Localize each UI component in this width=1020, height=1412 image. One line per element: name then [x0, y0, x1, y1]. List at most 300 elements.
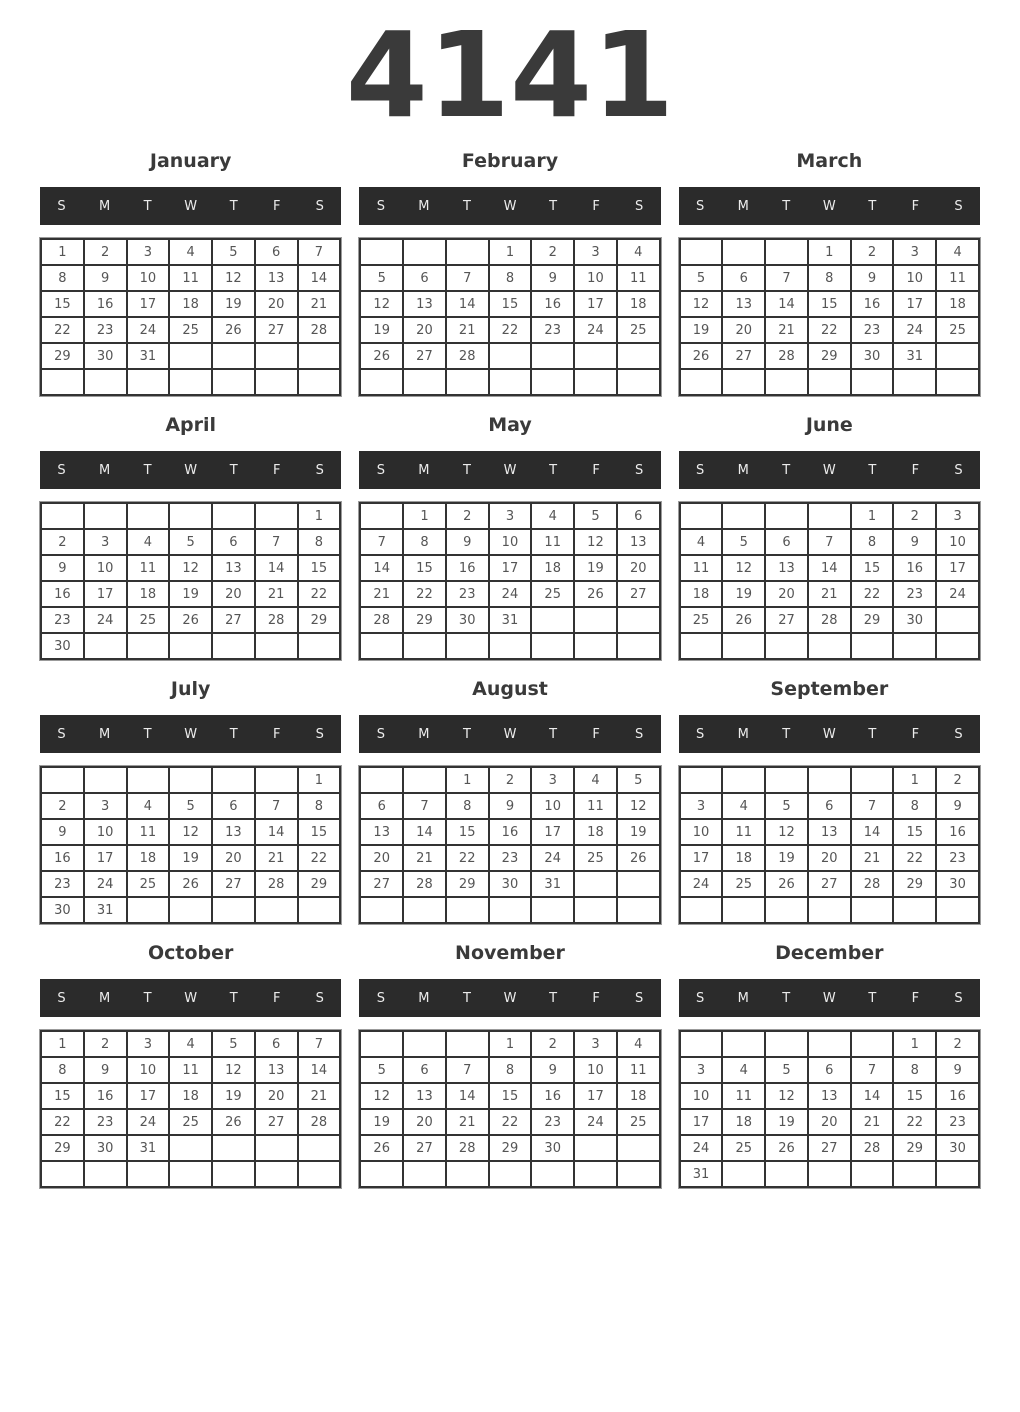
day-cell-empty	[617, 607, 660, 633]
weekday-label: S	[57, 990, 66, 1006]
week-row	[41, 793, 340, 819]
day-cell-empty	[127, 1161, 170, 1187]
day-cell-empty	[617, 1161, 660, 1187]
weekday-label: F	[592, 198, 600, 214]
weekday-label: T	[549, 990, 558, 1006]
day-cell: 12	[722, 555, 765, 581]
day-cell: 24	[574, 317, 617, 343]
week-row	[360, 767, 659, 793]
day-cell: 3	[84, 529, 127, 555]
day-cell: 6	[360, 793, 403, 819]
weekday-label: S	[57, 198, 66, 214]
day-cell: 14	[255, 819, 298, 845]
day-cell: 26	[765, 871, 808, 897]
weekday-label: M	[418, 198, 430, 214]
day-cell: 12	[212, 265, 255, 291]
day-cell: 9	[936, 793, 979, 819]
day-cell-empty	[617, 633, 660, 659]
day-cell: 8	[298, 793, 341, 819]
week-row	[680, 529, 979, 555]
day-cell: 23	[893, 581, 936, 607]
day-cell-empty	[41, 1161, 84, 1187]
weekday-label: F	[592, 462, 600, 478]
day-cell: 4	[531, 503, 574, 529]
day-cell: 25	[680, 607, 723, 633]
day-cell: 2	[531, 1031, 574, 1057]
week-row	[360, 897, 659, 923]
day-cell: 19	[722, 581, 765, 607]
day-cell: 31	[680, 1161, 723, 1187]
day-cell: 1	[41, 1031, 84, 1057]
day-cell: 11	[169, 1057, 212, 1083]
day-cell: 20	[722, 317, 765, 343]
day-cell: 15	[808, 291, 851, 317]
week-row	[41, 581, 340, 607]
day-cell-empty	[255, 897, 298, 923]
day-cell: 7	[446, 265, 489, 291]
day-cell: 9	[84, 1057, 127, 1083]
week-row	[360, 845, 659, 871]
week-row	[680, 581, 979, 607]
month-title: September	[770, 678, 889, 700]
day-cell: 7	[446, 1057, 489, 1083]
week-row	[680, 291, 979, 317]
day-cell: 8	[403, 529, 446, 555]
week-row	[360, 871, 659, 897]
day-cell-empty	[574, 897, 617, 923]
week-row	[360, 633, 659, 659]
week-row	[360, 291, 659, 317]
week-row	[41, 239, 340, 265]
day-cell: 9	[41, 555, 84, 581]
weekday-label: T	[868, 198, 877, 214]
weekday-label: S	[635, 726, 644, 742]
weekday-label: T	[782, 198, 791, 214]
day-cell: 10	[127, 1057, 170, 1083]
week-row	[41, 343, 340, 369]
day-cell: 3	[127, 239, 170, 265]
day-cell: 19	[617, 819, 660, 845]
day-cell-empty	[169, 633, 212, 659]
day-cell-empty	[851, 633, 894, 659]
day-cell: 19	[360, 1109, 403, 1135]
day-cell: 21	[851, 845, 894, 871]
month-table	[40, 502, 341, 660]
day-cell: 4	[617, 239, 660, 265]
weekday-label: S	[57, 462, 66, 478]
day-cell: 20	[765, 581, 808, 607]
weekday-header	[679, 715, 980, 753]
day-cell: 13	[617, 529, 660, 555]
day-cell: 19	[169, 845, 212, 871]
day-cell: 23	[936, 1109, 979, 1135]
day-cell: 1	[893, 1031, 936, 1057]
day-cell-empty	[893, 897, 936, 923]
weekday-label: T	[143, 462, 152, 478]
day-cell: 2	[936, 767, 979, 793]
week-row	[41, 503, 340, 529]
day-cell: 1	[41, 239, 84, 265]
month-block	[40, 148, 341, 396]
weekday-label: F	[273, 726, 281, 742]
day-cell: 19	[360, 317, 403, 343]
day-cell-empty	[722, 897, 765, 923]
day-cell: 8	[41, 265, 84, 291]
day-cell: 2	[936, 1031, 979, 1057]
month-block	[359, 148, 660, 396]
week-row	[41, 555, 340, 581]
day-cell-empty	[680, 633, 723, 659]
weekday-label: T	[229, 198, 238, 214]
weekday-label: T	[143, 990, 152, 1006]
day-cell: 14	[765, 291, 808, 317]
day-cell: 23	[531, 1109, 574, 1135]
week-row	[680, 819, 979, 845]
day-cell: 20	[255, 291, 298, 317]
weekday-label: T	[868, 462, 877, 478]
day-cell: 14	[446, 1083, 489, 1109]
weekday-label: T	[229, 726, 238, 742]
day-cell: 16	[84, 1083, 127, 1109]
day-cell: 25	[531, 581, 574, 607]
weekday-label: S	[57, 726, 66, 742]
week-row	[41, 265, 340, 291]
day-cell: 29	[41, 343, 84, 369]
day-cell: 9	[41, 819, 84, 845]
weekday-label: M	[98, 462, 111, 478]
weekday-label: T	[462, 198, 471, 214]
day-cell-empty	[531, 343, 574, 369]
day-cell-empty	[936, 633, 979, 659]
day-cell-empty	[403, 369, 446, 395]
day-cell-empty	[617, 897, 660, 923]
day-cell: 5	[680, 265, 723, 291]
day-cell: 1	[489, 1031, 532, 1057]
weekday-label: F	[911, 726, 920, 742]
weekday-label: W	[503, 726, 517, 742]
day-cell: 16	[893, 555, 936, 581]
day-cell: 17	[574, 1083, 617, 1109]
day-cell: 26	[574, 581, 617, 607]
day-cell: 21	[808, 581, 851, 607]
day-cell: 12	[574, 529, 617, 555]
day-cell: 2	[489, 767, 532, 793]
day-cell-empty	[574, 1161, 617, 1187]
day-cell: 21	[403, 845, 446, 871]
week-row	[360, 239, 659, 265]
day-cell: 30	[446, 607, 489, 633]
week-row	[41, 871, 340, 897]
day-cell: 26	[212, 317, 255, 343]
day-cell-empty	[446, 633, 489, 659]
week-row	[360, 607, 659, 633]
weekday-label: T	[549, 462, 558, 478]
week-row	[41, 1031, 340, 1057]
day-cell: 28	[403, 871, 446, 897]
day-cell-empty	[84, 633, 127, 659]
day-cell: 20	[360, 845, 403, 871]
weekday-header	[679, 187, 980, 225]
day-cell: 29	[446, 871, 489, 897]
day-cell: 4	[169, 239, 212, 265]
day-cell-empty	[680, 239, 723, 265]
day-cell-empty	[446, 1031, 489, 1057]
day-cell-empty	[255, 369, 298, 395]
day-cell-empty	[403, 767, 446, 793]
week-row	[360, 555, 659, 581]
day-cell: 11	[722, 819, 765, 845]
month-title: March	[796, 150, 863, 172]
day-cell: 11	[680, 555, 723, 581]
day-cell: 8	[446, 793, 489, 819]
day-cell: 24	[936, 581, 979, 607]
day-cell: 23	[446, 581, 489, 607]
weekday-label: W	[184, 990, 198, 1006]
day-cell-empty	[765, 633, 808, 659]
month-table	[359, 238, 660, 396]
week-row	[360, 317, 659, 343]
week-row	[680, 1057, 979, 1083]
day-cell: 17	[127, 1083, 170, 1109]
weekday-label: W	[822, 462, 836, 478]
weekday-label: T	[868, 726, 877, 742]
week-row	[41, 369, 340, 395]
day-cell: 14	[255, 555, 298, 581]
day-cell: 11	[574, 793, 617, 819]
day-cell-empty	[403, 633, 446, 659]
day-cell-empty	[41, 503, 84, 529]
day-cell: 2	[41, 529, 84, 555]
day-cell: 23	[531, 317, 574, 343]
day-cell: 12	[169, 555, 212, 581]
month-table	[679, 502, 980, 660]
day-cell: 20	[617, 555, 660, 581]
day-cell: 18	[574, 819, 617, 845]
day-cell-empty	[403, 1031, 446, 1057]
day-cell: 2	[531, 239, 574, 265]
day-cell: 5	[169, 793, 212, 819]
day-cell-empty	[531, 633, 574, 659]
weekday-label: T	[462, 726, 471, 742]
month-title: May	[488, 414, 532, 436]
month-table	[679, 766, 980, 924]
day-cell: 12	[212, 1057, 255, 1083]
day-cell-empty	[808, 897, 851, 923]
day-cell: 9	[489, 793, 532, 819]
day-cell: 24	[680, 871, 723, 897]
week-row	[680, 369, 979, 395]
month-table	[679, 1030, 980, 1188]
weekday-label: S	[315, 990, 324, 1006]
day-cell: 12	[360, 1083, 403, 1109]
month-block	[40, 676, 341, 924]
day-cell: 28	[255, 607, 298, 633]
day-cell-empty	[41, 767, 84, 793]
day-cell-empty	[722, 1031, 765, 1057]
day-cell: 31	[489, 607, 532, 633]
day-cell: 1	[298, 767, 341, 793]
day-cell: 22	[489, 317, 532, 343]
day-cell-empty	[680, 503, 723, 529]
month-title: August	[472, 678, 548, 700]
day-cell: 10	[84, 819, 127, 845]
day-cell: 8	[41, 1057, 84, 1083]
day-cell: 23	[41, 607, 84, 633]
week-row	[680, 1031, 979, 1057]
day-cell: 7	[255, 793, 298, 819]
day-cell: 9	[893, 529, 936, 555]
day-cell: 13	[360, 819, 403, 845]
day-cell-empty	[127, 633, 170, 659]
weekday-label: M	[98, 726, 111, 742]
weekday-label: F	[273, 198, 281, 214]
day-cell: 8	[851, 529, 894, 555]
day-cell: 15	[298, 555, 341, 581]
day-cell: 19	[765, 1109, 808, 1135]
day-cell: 4	[722, 1057, 765, 1083]
weekday-label: S	[635, 198, 644, 214]
day-cell: 21	[255, 845, 298, 871]
week-row	[680, 317, 979, 343]
week-row	[360, 1057, 659, 1083]
day-cell: 25	[722, 1135, 765, 1161]
weekday-label: S	[376, 462, 385, 478]
weekday-label: W	[503, 198, 517, 214]
day-cell: 19	[212, 1083, 255, 1109]
day-cell: 25	[936, 317, 979, 343]
day-cell-empty	[446, 239, 489, 265]
day-cell-empty	[255, 1161, 298, 1187]
day-cell-empty	[255, 767, 298, 793]
weekday-header	[40, 715, 341, 753]
day-cell-empty	[893, 633, 936, 659]
week-row	[41, 317, 340, 343]
day-cell: 30	[41, 897, 84, 923]
month-table	[40, 1030, 341, 1188]
day-cell-empty	[446, 897, 489, 923]
month-table	[359, 502, 660, 660]
day-cell: 24	[127, 317, 170, 343]
day-cell: 16	[41, 581, 84, 607]
day-cell-empty	[765, 1031, 808, 1057]
day-cell: 2	[84, 1031, 127, 1057]
weekday-label: M	[737, 462, 749, 478]
week-row	[680, 555, 979, 581]
day-cell: 25	[169, 1109, 212, 1135]
day-cell: 6	[617, 503, 660, 529]
day-cell: 13	[403, 1083, 446, 1109]
day-cell: 18	[169, 1083, 212, 1109]
day-cell: 3	[531, 767, 574, 793]
day-cell: 6	[403, 265, 446, 291]
day-cell: 12	[617, 793, 660, 819]
day-cell: 22	[893, 1109, 936, 1135]
week-row	[41, 529, 340, 555]
weekday-label: S	[696, 462, 705, 478]
day-cell: 13	[765, 555, 808, 581]
day-cell: 30	[41, 633, 84, 659]
day-cell-empty	[360, 897, 403, 923]
day-cell-empty	[298, 1135, 341, 1161]
day-cell-empty	[169, 767, 212, 793]
day-cell: 19	[574, 555, 617, 581]
day-cell-empty	[84, 1161, 127, 1187]
weekday-label: S	[315, 726, 324, 742]
month-block	[40, 940, 341, 1188]
day-cell-empty	[212, 503, 255, 529]
week-row	[680, 767, 979, 793]
day-cell: 7	[851, 1057, 894, 1083]
weekday-label: T	[462, 462, 471, 478]
day-cell: 14	[446, 291, 489, 317]
month-block	[359, 412, 660, 660]
month-block	[359, 940, 660, 1188]
week-row	[680, 897, 979, 923]
day-cell: 28	[765, 343, 808, 369]
day-cell: 2	[446, 503, 489, 529]
day-cell-empty	[893, 369, 936, 395]
day-cell: 6	[403, 1057, 446, 1083]
day-cell: 4	[574, 767, 617, 793]
day-cell: 5	[617, 767, 660, 793]
week-row	[360, 819, 659, 845]
day-cell: 30	[489, 871, 532, 897]
day-cell: 11	[936, 265, 979, 291]
day-cell-empty	[169, 343, 212, 369]
weekday-label: T	[229, 990, 238, 1006]
day-cell: 26	[680, 343, 723, 369]
week-row	[41, 607, 340, 633]
month-block	[359, 676, 660, 924]
day-cell: 21	[851, 1109, 894, 1135]
day-cell: 20	[255, 1083, 298, 1109]
day-cell: 17	[84, 845, 127, 871]
day-cell: 25	[574, 845, 617, 871]
day-cell: 11	[127, 819, 170, 845]
day-cell-empty	[169, 503, 212, 529]
day-cell: 25	[617, 1109, 660, 1135]
day-cell-empty	[574, 343, 617, 369]
weekday-label: S	[954, 990, 963, 1006]
month-title: February	[461, 150, 559, 172]
day-cell: 14	[298, 1057, 341, 1083]
day-cell: 27	[765, 607, 808, 633]
week-row	[360, 793, 659, 819]
month-block	[679, 676, 980, 924]
day-cell: 5	[574, 503, 617, 529]
week-row	[360, 1109, 659, 1135]
day-cell: 8	[298, 529, 341, 555]
day-cell: 26	[765, 1135, 808, 1161]
weekday-label: W	[822, 726, 836, 742]
weekday-label: S	[954, 462, 963, 478]
day-cell: 2	[41, 793, 84, 819]
week-row	[41, 845, 340, 871]
weekday-label: F	[911, 462, 920, 478]
day-cell: 16	[84, 291, 127, 317]
day-cell-empty	[255, 1135, 298, 1161]
day-cell: 4	[722, 793, 765, 819]
day-cell: 18	[617, 1083, 660, 1109]
weekday-label: S	[376, 726, 385, 742]
week-row	[41, 897, 340, 923]
weekday-label: W	[503, 462, 517, 478]
day-cell-empty	[360, 239, 403, 265]
day-cell: 5	[169, 529, 212, 555]
day-cell: 22	[41, 1109, 84, 1135]
day-cell-empty	[765, 897, 808, 923]
day-cell: 26	[169, 607, 212, 633]
